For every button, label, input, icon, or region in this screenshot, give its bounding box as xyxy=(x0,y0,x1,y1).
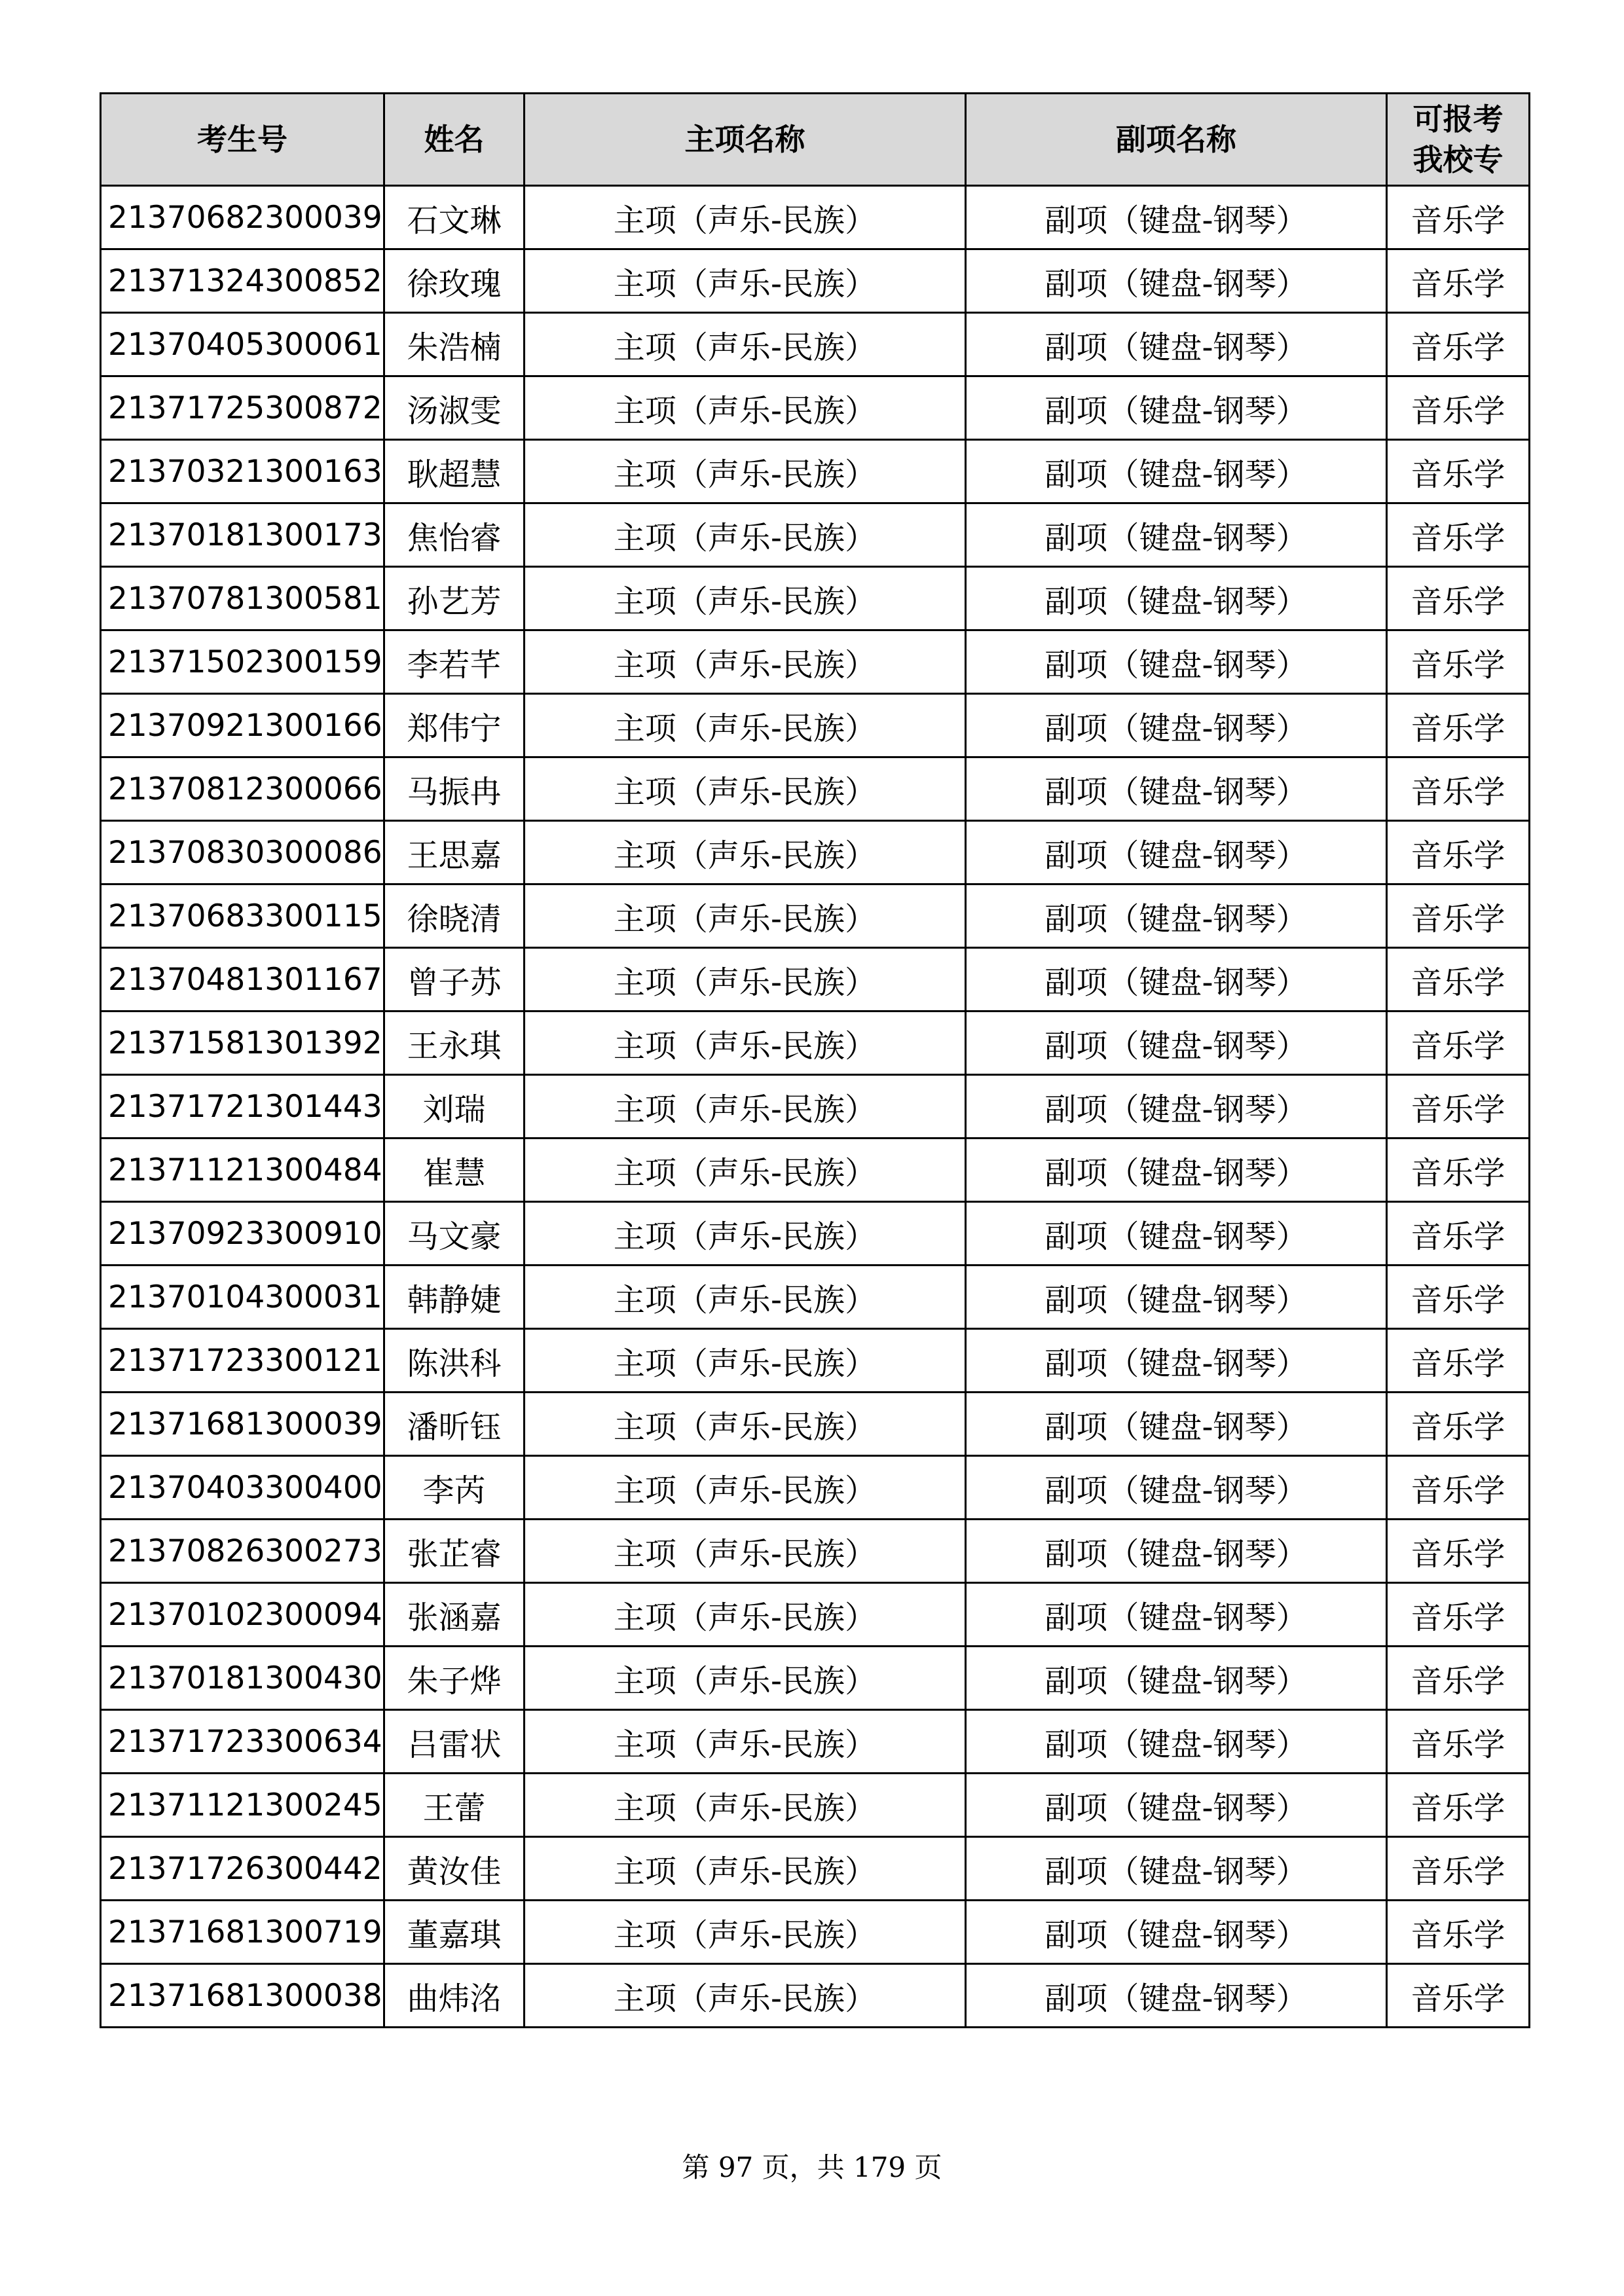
cell-name: 郑伟宁 xyxy=(384,694,525,757)
cell-candidate-id: 21370682300039 xyxy=(101,186,384,249)
cell-minor-item: 副项（键盘-钢琴） xyxy=(966,503,1387,567)
cell-minor-item: 副项（键盘-钢琴） xyxy=(966,1393,1387,1456)
cell-candidate-id: 21371324300852 xyxy=(101,249,384,313)
cell-minor-item: 副项（键盘-钢琴） xyxy=(966,757,1387,821)
table-row xyxy=(101,1520,1530,1583)
cell-candidate-id: 21371723300634 xyxy=(101,1710,384,1774)
cell-candidate-id: 21370405300061 xyxy=(101,313,384,376)
cell-minor-item: 副项（键盘-钢琴） xyxy=(966,1329,1387,1393)
cell-eligible-major: 音乐学 xyxy=(1387,1710,1530,1774)
cell-name: 王蕾 xyxy=(384,1774,525,1837)
cell-candidate-id: 21370403300400 xyxy=(101,1456,384,1520)
cell-candidate-id: 21370102300094 xyxy=(101,1583,384,1647)
table-row xyxy=(101,757,1530,821)
cell-eligible-major: 音乐学 xyxy=(1387,1139,1530,1202)
table-row xyxy=(101,503,1530,567)
cell-candidate-id: 21370921300166 xyxy=(101,694,384,757)
cell-name: 韩静婕 xyxy=(384,1266,525,1329)
cell-name: 朱子烨 xyxy=(384,1647,525,1710)
cell-major-item: 主项（声乐-民族） xyxy=(525,1139,966,1202)
cell-major-item: 主项（声乐-民族） xyxy=(525,1393,966,1456)
cell-candidate-id: 21370923300910 xyxy=(101,1202,384,1266)
table-row xyxy=(101,694,1530,757)
cell-eligible-major: 音乐学 xyxy=(1387,948,1530,1011)
cell-minor-item: 副项（键盘-钢琴） xyxy=(966,1964,1387,2028)
cell-minor-item: 副项（键盘-钢琴） xyxy=(966,1837,1387,1901)
cell-eligible-major: 音乐学 xyxy=(1387,884,1530,948)
cell-minor-item: 副项（键盘-钢琴） xyxy=(966,249,1387,313)
cell-major-item: 主项（声乐-民族） xyxy=(525,694,966,757)
cell-name: 马振冉 xyxy=(384,757,525,821)
cell-major-item: 主项（声乐-民族） xyxy=(525,1329,966,1393)
cell-eligible-major: 音乐学 xyxy=(1387,1583,1530,1647)
cell-candidate-id: 21371721301443 xyxy=(101,1075,384,1139)
header-eligible-line1: 可报考 xyxy=(1412,101,1504,137)
cell-candidate-id: 21371121300484 xyxy=(101,1139,384,1202)
cell-major-item: 主项（声乐-民族） xyxy=(525,884,966,948)
cell-eligible-major: 音乐学 xyxy=(1387,694,1530,757)
table-row xyxy=(101,948,1530,1011)
cell-minor-item: 副项（键盘-钢琴） xyxy=(966,1901,1387,1964)
cell-major-item: 主项（声乐-民族） xyxy=(525,1266,966,1329)
cell-name: 张涵嘉 xyxy=(384,1583,525,1647)
cell-eligible-major: 音乐学 xyxy=(1387,567,1530,630)
cell-major-item: 主项（声乐-民族） xyxy=(525,948,966,1011)
cell-eligible-major: 音乐学 xyxy=(1387,1837,1530,1901)
cell-minor-item: 副项（键盘-钢琴） xyxy=(966,376,1387,440)
table-row xyxy=(101,186,1530,249)
cell-eligible-major: 音乐学 xyxy=(1387,1329,1530,1393)
cell-eligible-major: 音乐学 xyxy=(1387,376,1530,440)
cell-candidate-id: 21371502300159 xyxy=(101,630,384,694)
cell-major-item: 主项（声乐-民族） xyxy=(525,249,966,313)
header-major-item: 主项名称 xyxy=(525,94,966,186)
cell-name: 曲炜洺 xyxy=(384,1964,525,2028)
cell-name: 张芷睿 xyxy=(384,1520,525,1583)
cell-candidate-id: 21370781300581 xyxy=(101,567,384,630)
cell-major-item: 主项（声乐-民族） xyxy=(525,567,966,630)
cell-minor-item: 副项（键盘-钢琴） xyxy=(966,186,1387,249)
cell-eligible-major: 音乐学 xyxy=(1387,1011,1530,1075)
table-row xyxy=(101,567,1530,630)
cell-name: 朱浩楠 xyxy=(384,313,525,376)
header-name: 姓名 xyxy=(384,94,525,186)
cell-name: 马文豪 xyxy=(384,1202,525,1266)
cell-eligible-major: 音乐学 xyxy=(1387,1266,1530,1329)
cell-candidate-id: 21371681300038 xyxy=(101,1964,384,2028)
cell-name: 耿超慧 xyxy=(384,440,525,503)
cell-eligible-major: 音乐学 xyxy=(1387,1774,1530,1837)
table-row xyxy=(101,1774,1530,1837)
cell-eligible-major: 音乐学 xyxy=(1387,757,1530,821)
cell-candidate-id: 21371581301392 xyxy=(101,1011,384,1075)
cell-minor-item: 副项（键盘-钢琴） xyxy=(966,1520,1387,1583)
header-eligible-line2: 我校专 xyxy=(1412,142,1504,177)
cell-major-item: 主项（声乐-民族） xyxy=(525,821,966,884)
table-row xyxy=(101,376,1530,440)
cell-major-item: 主项（声乐-民族） xyxy=(525,1011,966,1075)
cell-name: 孙艺芳 xyxy=(384,567,525,630)
cell-minor-item: 副项（键盘-钢琴） xyxy=(966,1075,1387,1139)
cell-name: 王思嘉 xyxy=(384,821,525,884)
cell-major-item: 主项（声乐-民族） xyxy=(525,1710,966,1774)
cell-name: 徐玫瑰 xyxy=(384,249,525,313)
table-row xyxy=(101,1011,1530,1075)
cell-name: 潘昕钰 xyxy=(384,1393,525,1456)
cell-name: 王永琪 xyxy=(384,1011,525,1075)
cell-major-item: 主项（声乐-民族） xyxy=(525,1774,966,1837)
cell-eligible-major: 音乐学 xyxy=(1387,440,1530,503)
table-body xyxy=(101,186,1530,2028)
cell-eligible-major: 音乐学 xyxy=(1387,1964,1530,2028)
admission-table xyxy=(100,92,1530,2028)
table-row xyxy=(101,1837,1530,1901)
table-row xyxy=(101,1456,1530,1520)
cell-candidate-id: 21370481301167 xyxy=(101,948,384,1011)
cell-major-item: 主项（声乐-民族） xyxy=(525,1583,966,1647)
cell-major-item: 主项（声乐-民族） xyxy=(525,630,966,694)
cell-minor-item: 副项（键盘-钢琴） xyxy=(966,1011,1387,1075)
cell-minor-item: 副项（键盘-钢琴） xyxy=(966,884,1387,948)
cell-major-item: 主项（声乐-民族） xyxy=(525,186,966,249)
cell-name: 石文琳 xyxy=(384,186,525,249)
cell-major-item: 主项（声乐-民族） xyxy=(525,1202,966,1266)
cell-major-item: 主项（声乐-民族） xyxy=(525,757,966,821)
cell-candidate-id: 21371121300245 xyxy=(101,1774,384,1837)
cell-candidate-id: 21371681300719 xyxy=(101,1901,384,1964)
cell-major-item: 主项（声乐-民族） xyxy=(525,1964,966,2028)
cell-name: 刘瑞 xyxy=(384,1075,525,1139)
header-minor-item: 副项名称 xyxy=(966,94,1387,186)
cell-name: 李若芊 xyxy=(384,630,525,694)
cell-major-item: 主项（声乐-民族） xyxy=(525,1456,966,1520)
cell-minor-item: 副项（键盘-钢琴） xyxy=(966,1202,1387,1266)
cell-minor-item: 副项（键盘-钢琴） xyxy=(966,630,1387,694)
cell-major-item: 主项（声乐-民族） xyxy=(525,376,966,440)
cell-minor-item: 副项（键盘-钢琴） xyxy=(966,1583,1387,1647)
cell-candidate-id: 21371681300039 xyxy=(101,1393,384,1456)
cell-eligible-major: 音乐学 xyxy=(1387,1901,1530,1964)
table-row xyxy=(101,1710,1530,1774)
cell-candidate-id: 21371723300121 xyxy=(101,1329,384,1393)
table-row xyxy=(101,440,1530,503)
cell-minor-item: 副项（键盘-钢琴） xyxy=(966,1456,1387,1520)
cell-major-item: 主项（声乐-民族） xyxy=(525,503,966,567)
cell-candidate-id: 21370181300430 xyxy=(101,1647,384,1710)
table-row xyxy=(101,1583,1530,1647)
table-row xyxy=(101,1139,1530,1202)
cell-minor-item: 副项（键盘-钢琴） xyxy=(966,1266,1387,1329)
cell-minor-item: 副项（键盘-钢琴） xyxy=(966,440,1387,503)
cell-eligible-major: 音乐学 xyxy=(1387,1393,1530,1456)
cell-eligible-major: 音乐学 xyxy=(1387,313,1530,376)
table-row xyxy=(101,249,1530,313)
cell-major-item: 主项（声乐-民族） xyxy=(525,1520,966,1583)
cell-candidate-id: 21370321300163 xyxy=(101,440,384,503)
table-row xyxy=(101,1964,1530,2028)
cell-minor-item: 副项（键盘-钢琴） xyxy=(966,1139,1387,1202)
cell-eligible-major: 音乐学 xyxy=(1387,1520,1530,1583)
cell-candidate-id: 21370830300086 xyxy=(101,821,384,884)
cell-minor-item: 副项（键盘-钢琴） xyxy=(966,567,1387,630)
cell-major-item: 主项（声乐-民族） xyxy=(525,440,966,503)
table-row xyxy=(101,1393,1530,1456)
cell-eligible-major: 音乐学 xyxy=(1387,1647,1530,1710)
cell-candidate-id: 21371725300872 xyxy=(101,376,384,440)
cell-minor-item: 副项（键盘-钢琴） xyxy=(966,948,1387,1011)
table-row xyxy=(101,1647,1530,1710)
cell-eligible-major: 音乐学 xyxy=(1387,630,1530,694)
cell-name: 焦怡睿 xyxy=(384,503,525,567)
cell-eligible-major: 音乐学 xyxy=(1387,1202,1530,1266)
cell-candidate-id: 21370812300066 xyxy=(101,757,384,821)
cell-candidate-id: 21370826300273 xyxy=(101,1520,384,1583)
cell-name: 吕雷状 xyxy=(384,1710,525,1774)
table-row xyxy=(101,884,1530,948)
cell-major-item: 主项（声乐-民族） xyxy=(525,1647,966,1710)
table-row xyxy=(101,630,1530,694)
header-candidate-id: 考生号 xyxy=(101,94,384,186)
cell-name: 崔慧 xyxy=(384,1139,525,1202)
table-row xyxy=(101,1329,1530,1393)
cell-eligible-major: 音乐学 xyxy=(1387,821,1530,884)
cell-minor-item: 副项（键盘-钢琴） xyxy=(966,1647,1387,1710)
cell-name: 汤淑雯 xyxy=(384,376,525,440)
cell-name: 陈洪科 xyxy=(384,1329,525,1393)
table-row xyxy=(101,1266,1530,1329)
cell-eligible-major: 音乐学 xyxy=(1387,186,1530,249)
cell-eligible-major: 音乐学 xyxy=(1387,503,1530,567)
cell-minor-item: 副项（键盘-钢琴） xyxy=(966,694,1387,757)
cell-eligible-major: 音乐学 xyxy=(1387,1456,1530,1520)
cell-major-item: 主项（声乐-民族） xyxy=(525,313,966,376)
cell-candidate-id: 21371726300442 xyxy=(101,1837,384,1901)
cell-minor-item: 副项（键盘-钢琴） xyxy=(966,1710,1387,1774)
cell-name: 李芮 xyxy=(384,1456,525,1520)
cell-minor-item: 副项（键盘-钢琴） xyxy=(966,821,1387,884)
table-row xyxy=(101,821,1530,884)
header-eligible-major xyxy=(1387,94,1530,186)
cell-major-item: 主项（声乐-民族） xyxy=(525,1075,966,1139)
cell-name: 黄汝佳 xyxy=(384,1837,525,1901)
cell-minor-item: 副项（键盘-钢琴） xyxy=(966,1774,1387,1837)
table-header-row xyxy=(101,94,1530,186)
cell-major-item: 主项（声乐-民族） xyxy=(525,1837,966,1901)
table-row xyxy=(101,1075,1530,1139)
cell-eligible-major: 音乐学 xyxy=(1387,249,1530,313)
cell-name: 徐晓清 xyxy=(384,884,525,948)
cell-candidate-id: 21370683300115 xyxy=(101,884,384,948)
cell-eligible-major: 音乐学 xyxy=(1387,1075,1530,1139)
cell-candidate-id: 21370181300173 xyxy=(101,503,384,567)
cell-candidate-id: 21370104300031 xyxy=(101,1266,384,1329)
table-row xyxy=(101,1901,1530,1964)
page-footer: 第 97 页，共 179 页 xyxy=(682,2151,942,2183)
table-row xyxy=(101,1202,1530,1266)
cell-name: 曾子苏 xyxy=(384,948,525,1011)
cell-minor-item: 副项（键盘-钢琴） xyxy=(966,313,1387,376)
table-row xyxy=(101,313,1530,376)
cell-major-item: 主项（声乐-民族） xyxy=(525,1901,966,1964)
cell-name: 董嘉琪 xyxy=(384,1901,525,1964)
